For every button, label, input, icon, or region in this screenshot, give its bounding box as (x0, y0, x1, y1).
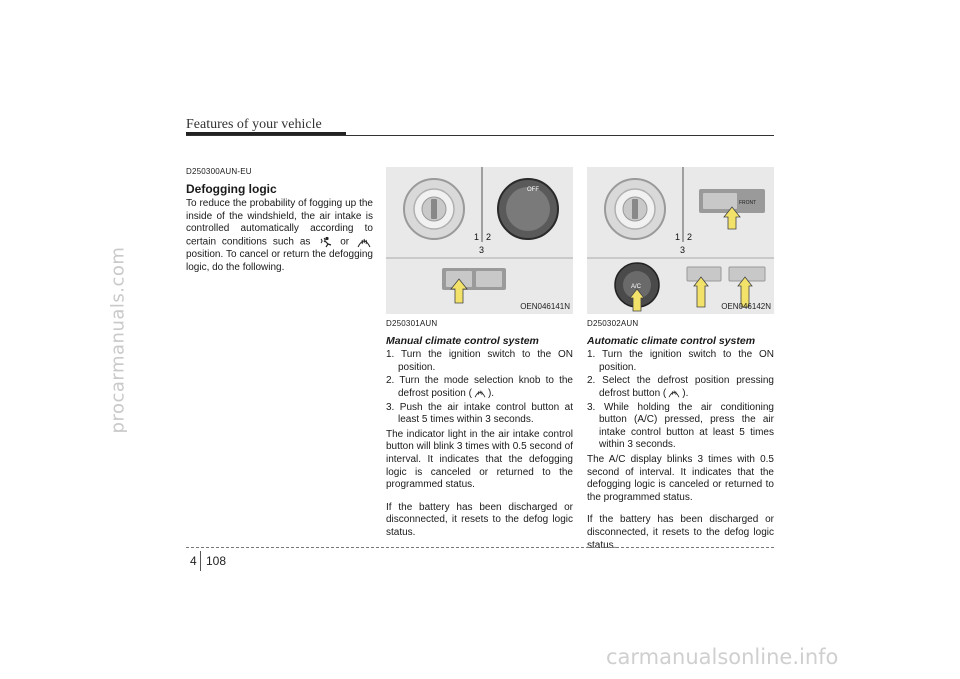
list-item: 1. Turn the ignition switch to the ON position. (386, 349, 573, 373)
figure-manual-climate (386, 167, 573, 314)
footer-separator (200, 551, 201, 571)
mode-knob-icon (498, 179, 558, 239)
figure-label-3: 3 (680, 245, 686, 255)
footer-rule (186, 547, 774, 548)
list-item: 3. Push the air intake control button at least 5 times within 3 seconds. (386, 401, 573, 426)
paragraph: The A/C display blinks 3 times with 0.5 second of interval. It indicates that the defogging logic is canceled or returned to the programmed status. (587, 453, 774, 503)
windshield-defrost-icon (474, 388, 486, 398)
ignition-switch-icon (404, 179, 464, 239)
section-code: D250301AUN (386, 319, 438, 328)
figure-automatic-drawing (587, 167, 774, 314)
intro-text-or: or (340, 236, 350, 248)
intro-paragraph (186, 198, 373, 274)
list-item: 1. Turn the ignition switch to the ON position. (587, 349, 774, 373)
paragraph: If the battery has been discharged or disconnected, it resets to the defog logic status. (386, 501, 573, 538)
watermark-bottom: carmanualsonline.info (606, 645, 839, 669)
figure-caption-manual: OEN046141N (520, 302, 570, 311)
section-heading: Automatic climate control system (587, 334, 756, 347)
list-item: 3. While holding the air conditioning button (A/C) pressed, press the air intake control button at least 5 times within 3 seconds. (587, 401, 774, 451)
windshield-defrost-icon (357, 236, 371, 248)
air-intake-button-panel (442, 268, 506, 290)
intro-section (186, 166, 373, 284)
paragraph: If the battery has been discharged or disconnected, it resets to the defog logic status. (587, 514, 774, 551)
manual-section (386, 318, 573, 550)
header-rule (186, 135, 774, 136)
list-item (386, 375, 573, 400)
list-item (587, 375, 774, 400)
figure-label-2: 2 (486, 232, 492, 242)
intro-text-before: To reduce the probability of fogging up the inside of the windshield, the air intake is controlled automatically according to certain conditions such as (186, 198, 373, 248)
section-code: D250302AUN (587, 319, 639, 328)
figure-label-3: 3 (479, 245, 485, 255)
step-text-end: ). (487, 387, 495, 399)
figure-automatic-climate (587, 167, 774, 314)
figure-label-2: 2 (687, 232, 693, 242)
figure-manual-drawing (386, 167, 573, 314)
floor-defrost-icon (318, 236, 332, 248)
figure-label-1: 1 (675, 232, 681, 242)
page-header-title: Features of your vehicle (186, 117, 322, 132)
section-heading: Defogging logic (186, 181, 277, 196)
footer-chapter: 4 (190, 554, 197, 568)
intro-text-after: position. To cancel or return the defogging logic, do the following. (186, 249, 373, 273)
ignition-switch-icon (605, 179, 665, 239)
automatic-section (587, 318, 774, 562)
step-text-end: ). (682, 387, 689, 399)
air-intake-button-panel (687, 267, 765, 281)
windshield-defrost-icon (668, 388, 680, 398)
knob-label-off: OFF (527, 187, 539, 193)
paragraph: The indicator light in the air intake control button will blink 3 times with 0.5 second of interval. It indicates that the defogging logic is canceled or returned to the programmed status. (386, 428, 573, 491)
automatic-steps (587, 349, 774, 452)
footer-page-number: 108 (206, 554, 227, 568)
section-code: D250300AUN-EU (186, 167, 252, 176)
step-text: 2. Select the defrost position pressing defrost button ( (587, 375, 774, 399)
step-text: 2. Turn the mode selection knob to the defrost position ( (386, 375, 573, 399)
front-button-label: FRONT (739, 200, 757, 206)
manual-steps (386, 349, 573, 427)
section-heading: Manual climate control system (386, 334, 539, 347)
watermark-side: procarmanuals.com (107, 246, 129, 434)
figure-caption-automatic: OEN046142N (721, 302, 771, 311)
ac-knob-label: A/C (631, 284, 642, 290)
figure-label-1: 1 (474, 232, 480, 242)
